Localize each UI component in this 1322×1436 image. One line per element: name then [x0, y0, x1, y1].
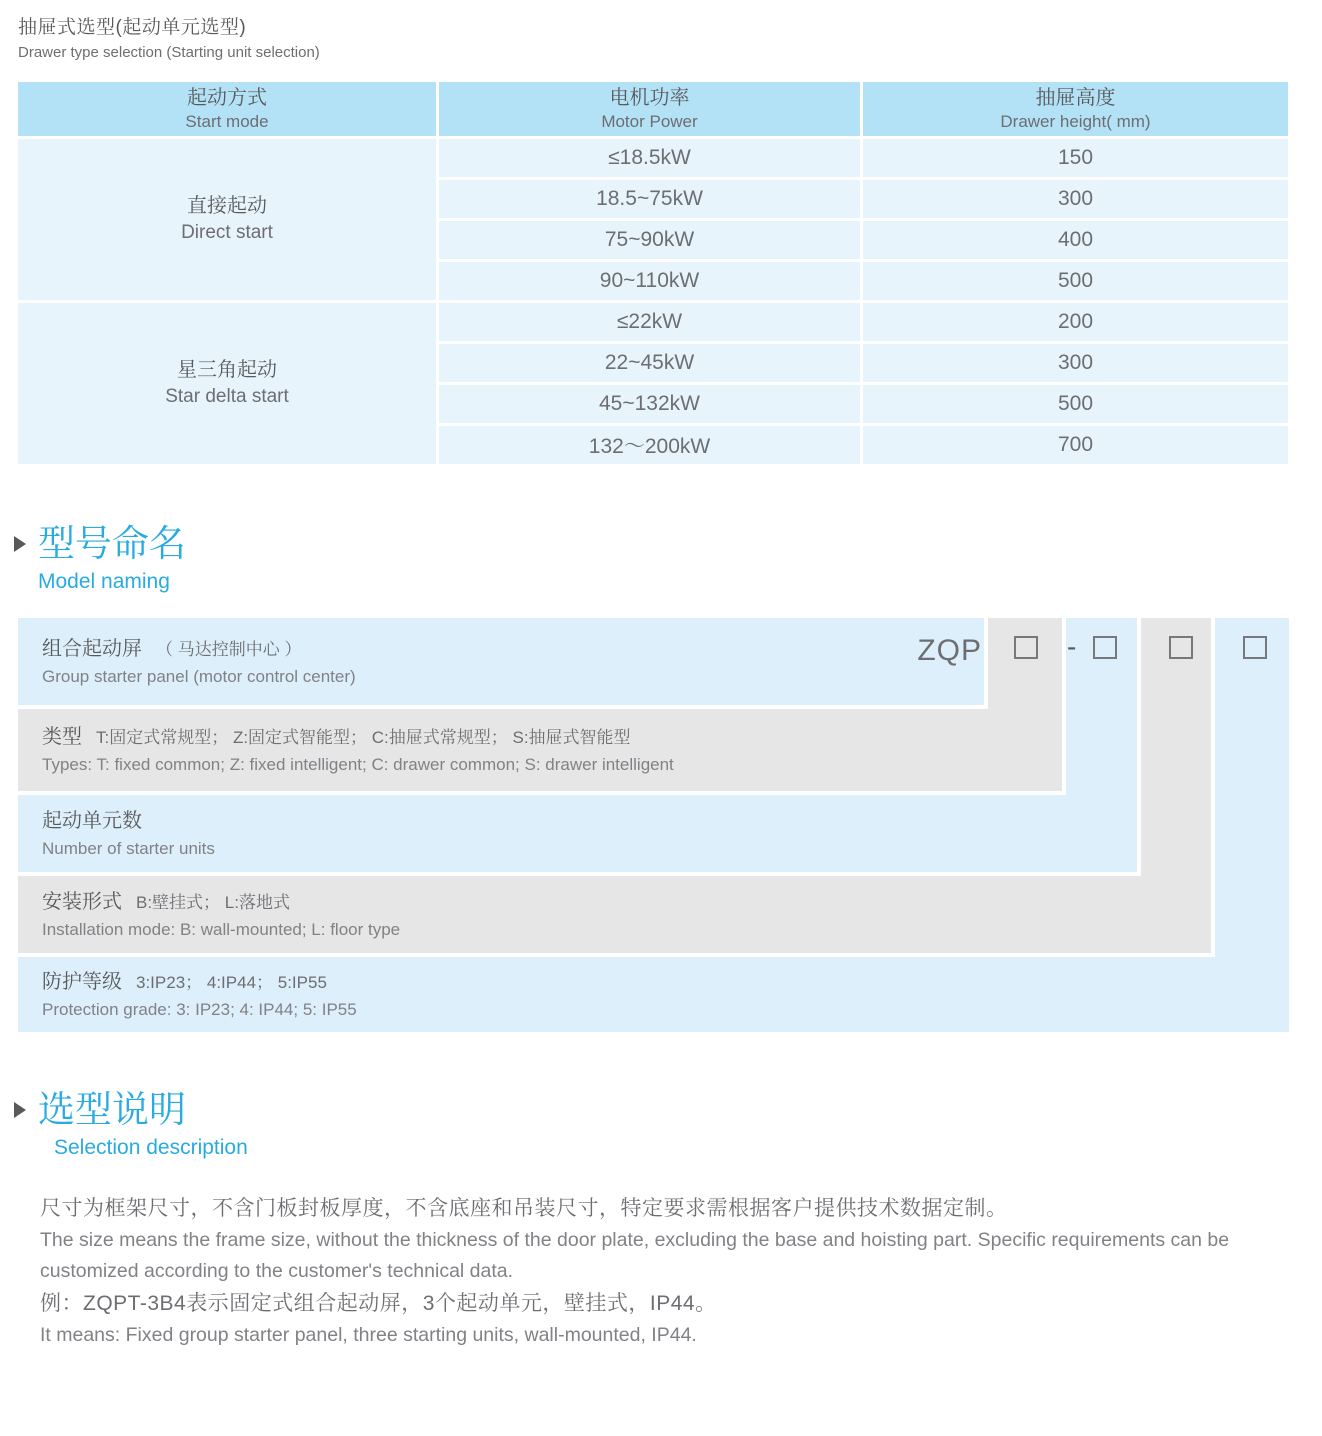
heading-en: Selection description: [54, 1135, 248, 1159]
model-code-placeholder-box-3: [1169, 636, 1193, 659]
row-label-cn: [42, 806, 1137, 836]
heading-cn: 选型说明: [38, 1089, 186, 1130]
row-label-cn: [42, 722, 1062, 752]
row-label: 起动单元数: [42, 809, 142, 832]
power-cell: 45~132kW: [439, 385, 860, 423]
section-marker-icon: [14, 536, 26, 552]
page-title-cn: 抽屉式选型(起动单元选型): [18, 17, 247, 38]
mode-en: Star delta start: [165, 386, 289, 408]
description-line-en: It means: Fixed group starter panel, three starting units, wall-mounted, IP44.: [40, 1323, 697, 1346]
model-naming-heading: [14, 524, 186, 594]
row-detail: T:固定式常规型； Z:固定式智能型； C:抽屉式常规型； S:抽屉式智能型: [96, 728, 631, 748]
row-label-en: Number of starter units: [42, 838, 215, 858]
row-label-en: Installation mode: B: wall-mounted; L: floor type: [42, 919, 401, 939]
description-line-cn: 尺寸为框架尺寸，不含门板封板厚度，不含底座和吊装尺寸，特定要求需根据客户提供技术数据定制。: [40, 1197, 1008, 1220]
row-label-cn: [42, 887, 1211, 917]
row-label-cn: [42, 634, 984, 664]
col-header-cn: 抽屉高度: [1035, 86, 1116, 109]
row-detail: （ 马达控制中心 ）: [156, 639, 302, 659]
height-cell: 300: [863, 344, 1288, 382]
heading-text: [38, 524, 186, 594]
row-label-en: Types: T: fixed common; Z: fixed intelligent; C: drawer common; S: drawer intelligent: [42, 755, 674, 775]
row-label: 防护等级: [42, 970, 122, 993]
description-line-cn: 例：ZQPT-3B4表示固定式组合起动屏，3个起动单元，壁挂式，IP44。: [40, 1291, 717, 1315]
ladder-row-types: [18, 709, 1062, 791]
row-label-en: Protection grade: 3: IP23; 4: IP44; 5: IP55: [42, 999, 357, 1019]
col-header-start-mode: [18, 82, 436, 136]
heading-cn: 型号命名: [38, 523, 186, 564]
mode-cell-direct-start: [18, 139, 436, 300]
mode-cn: 直接起动: [187, 195, 267, 218]
height-cell: 500: [863, 385, 1288, 423]
height-cell: 150: [863, 139, 1288, 177]
col-header-cn: 电机功率: [609, 86, 690, 109]
selection-description-text: [40, 1192, 1290, 1351]
mode-en: Direct start: [181, 222, 273, 244]
power-cell: 75~90kW: [439, 221, 860, 259]
model-code-placeholder-box-2: [1093, 636, 1117, 659]
ladder-row-number-of-starter-units: [18, 795, 1137, 872]
power-cell: 132～200kW: [439, 426, 860, 464]
model-code-placeholder-box-1: [1014, 636, 1038, 659]
row-detail: B:壁挂式； L:落地式: [136, 892, 290, 912]
height-cell: 700: [863, 426, 1288, 464]
height-cell: 400: [863, 221, 1288, 259]
page-title-en: Drawer type selection (Starting unit selection): [18, 44, 320, 61]
selection-description-heading: [14, 1090, 248, 1160]
col-header-motor-power: [439, 82, 860, 136]
row-label: 类型: [42, 726, 82, 749]
height-cell: 300: [863, 180, 1288, 218]
col-header-cn: 起动方式: [187, 86, 267, 109]
col-header-en: Drawer height( mm): [1000, 111, 1151, 131]
model-code-prefix: ZQP: [917, 634, 982, 667]
ladder-row-installation-mode: [18, 876, 1211, 953]
row-label-cn: [42, 967, 1289, 997]
row-label: 安装形式: [42, 890, 122, 913]
row-detail: 3:IP23； 4:IP44； 5:IP55: [136, 972, 327, 992]
col-header-en: Motor Power: [601, 111, 698, 131]
model-code-placeholder-box-4: [1243, 636, 1267, 659]
page-title: [18, 12, 320, 61]
height-cell: 500: [863, 262, 1288, 300]
height-cell: 200: [863, 303, 1288, 341]
heading-text: [38, 1090, 248, 1160]
col-header-drawer-height: [863, 82, 1288, 136]
ladder-row-group-starter-panel: [18, 618, 984, 705]
mode-cn: 星三角起动: [177, 359, 277, 382]
col-header-en: Start mode: [185, 111, 269, 131]
mode-cell-star-delta-start: [18, 303, 436, 464]
description-line-en: The size means the frame size, without the thickness of the door plate, excluding the base and hoisting part. Specific requirements can be customized according to the customer's technical data.: [40, 1229, 1230, 1282]
power-cell: 90~110kW: [439, 262, 860, 300]
power-cell: ≤18.5kW: [439, 139, 860, 177]
section-marker-icon: [14, 1102, 26, 1118]
model-naming-diagram: [18, 618, 1289, 1032]
power-cell: 18.5~75kW: [439, 180, 860, 218]
power-cell: ≤22kW: [439, 303, 860, 341]
model-code-separator: -: [1067, 631, 1077, 662]
drawer-selection-table: [18, 82, 1288, 464]
row-label-en: Group starter panel (motor control center): [42, 666, 356, 686]
ladder-row-protection-grade: [18, 957, 1289, 1032]
power-cell: 22~45kW: [439, 344, 860, 382]
heading-en: Model naming: [38, 569, 170, 593]
row-label: 组合起动屏: [42, 637, 142, 660]
